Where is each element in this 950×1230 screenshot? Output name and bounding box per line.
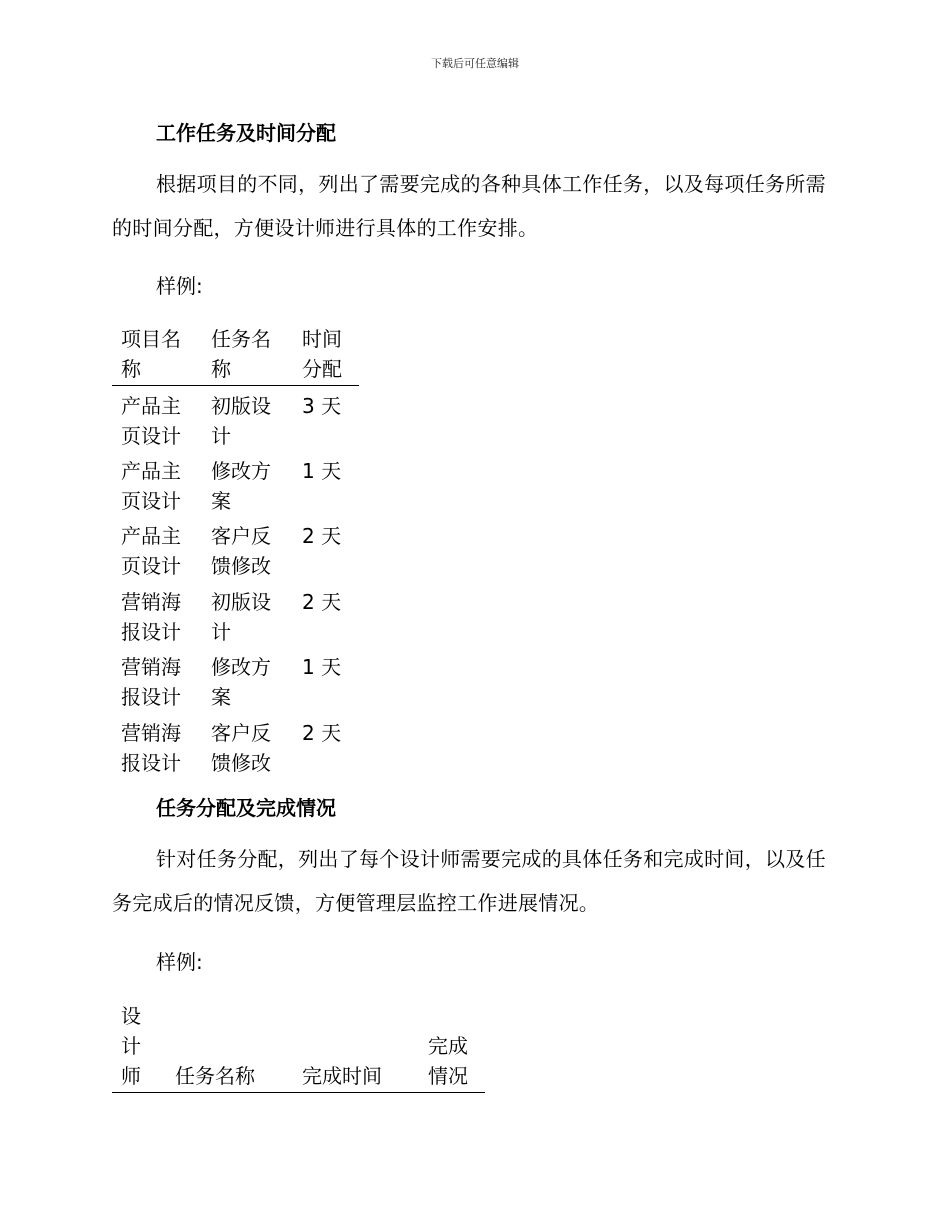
table-cell: 修改方 案 — [211, 655, 271, 709]
table-cell: 初版设 计 — [211, 590, 271, 644]
table-cell: 营销海 报设计 — [121, 721, 181, 775]
table-cell: 3 天 — [302, 394, 342, 418]
table-cell: 2 天 — [302, 590, 342, 614]
table-header-rule — [112, 385, 359, 386]
table-cell: 客户反 馈修改 — [211, 721, 271, 775]
table-cell: 1 天 — [302, 655, 342, 679]
section-heading-task-time: 工作任务及时间分配 — [156, 121, 336, 145]
table-cell: 营销海 报设计 — [121, 590, 181, 644]
sample-label: 样例: — [156, 950, 203, 974]
table-header-cell: 完成时间 — [302, 1064, 382, 1088]
page-header: 下载后可任意编辑 — [431, 57, 519, 70]
section-paragraph-task-completion: 针对任务分配，列出了每个设计师需要完成的具体任务和完成时间，以及任务完成后的情况反馈，方便管理层监控工作进展情况。 — [112, 847, 826, 915]
table-header-cell: 任务名 称 — [211, 327, 271, 381]
table-cell: 2 天 — [302, 721, 342, 745]
table-cell: 2 天 — [302, 524, 342, 548]
table-header-cell: 时间 分配 — [302, 327, 342, 381]
table-header-cell: 完成 情况 — [428, 1034, 468, 1088]
table-header-cell: 项目名 称 — [121, 327, 181, 381]
sample-label: 样例: — [156, 274, 203, 298]
table-cell: 产品主 页设计 — [121, 524, 181, 578]
section-paragraph-task-time: 根据项目的不同，列出了需要完成的各种具体工作任务，以及每项任务所需的时间分配，方便设计师进行具体的工作安排。 — [112, 172, 826, 240]
table-cell: 初版设 计 — [211, 394, 271, 448]
table-header-rule — [112, 1092, 485, 1093]
table-header-cell: 任务名称 — [175, 1064, 255, 1088]
section-heading-task-completion: 任务分配及完成情况 — [156, 796, 336, 820]
table-cell: 修改方 案 — [211, 459, 271, 513]
table-cell: 1 天 — [302, 459, 342, 483]
table-cell: 客户反 馈修改 — [211, 524, 271, 578]
table-cell: 产品主 页设计 — [121, 394, 181, 448]
table-cell: 营销海 报设计 — [121, 655, 181, 709]
table-cell: 产品主 页设计 — [121, 459, 181, 513]
table-header-cell: 设 计 师 — [121, 1004, 141, 1088]
